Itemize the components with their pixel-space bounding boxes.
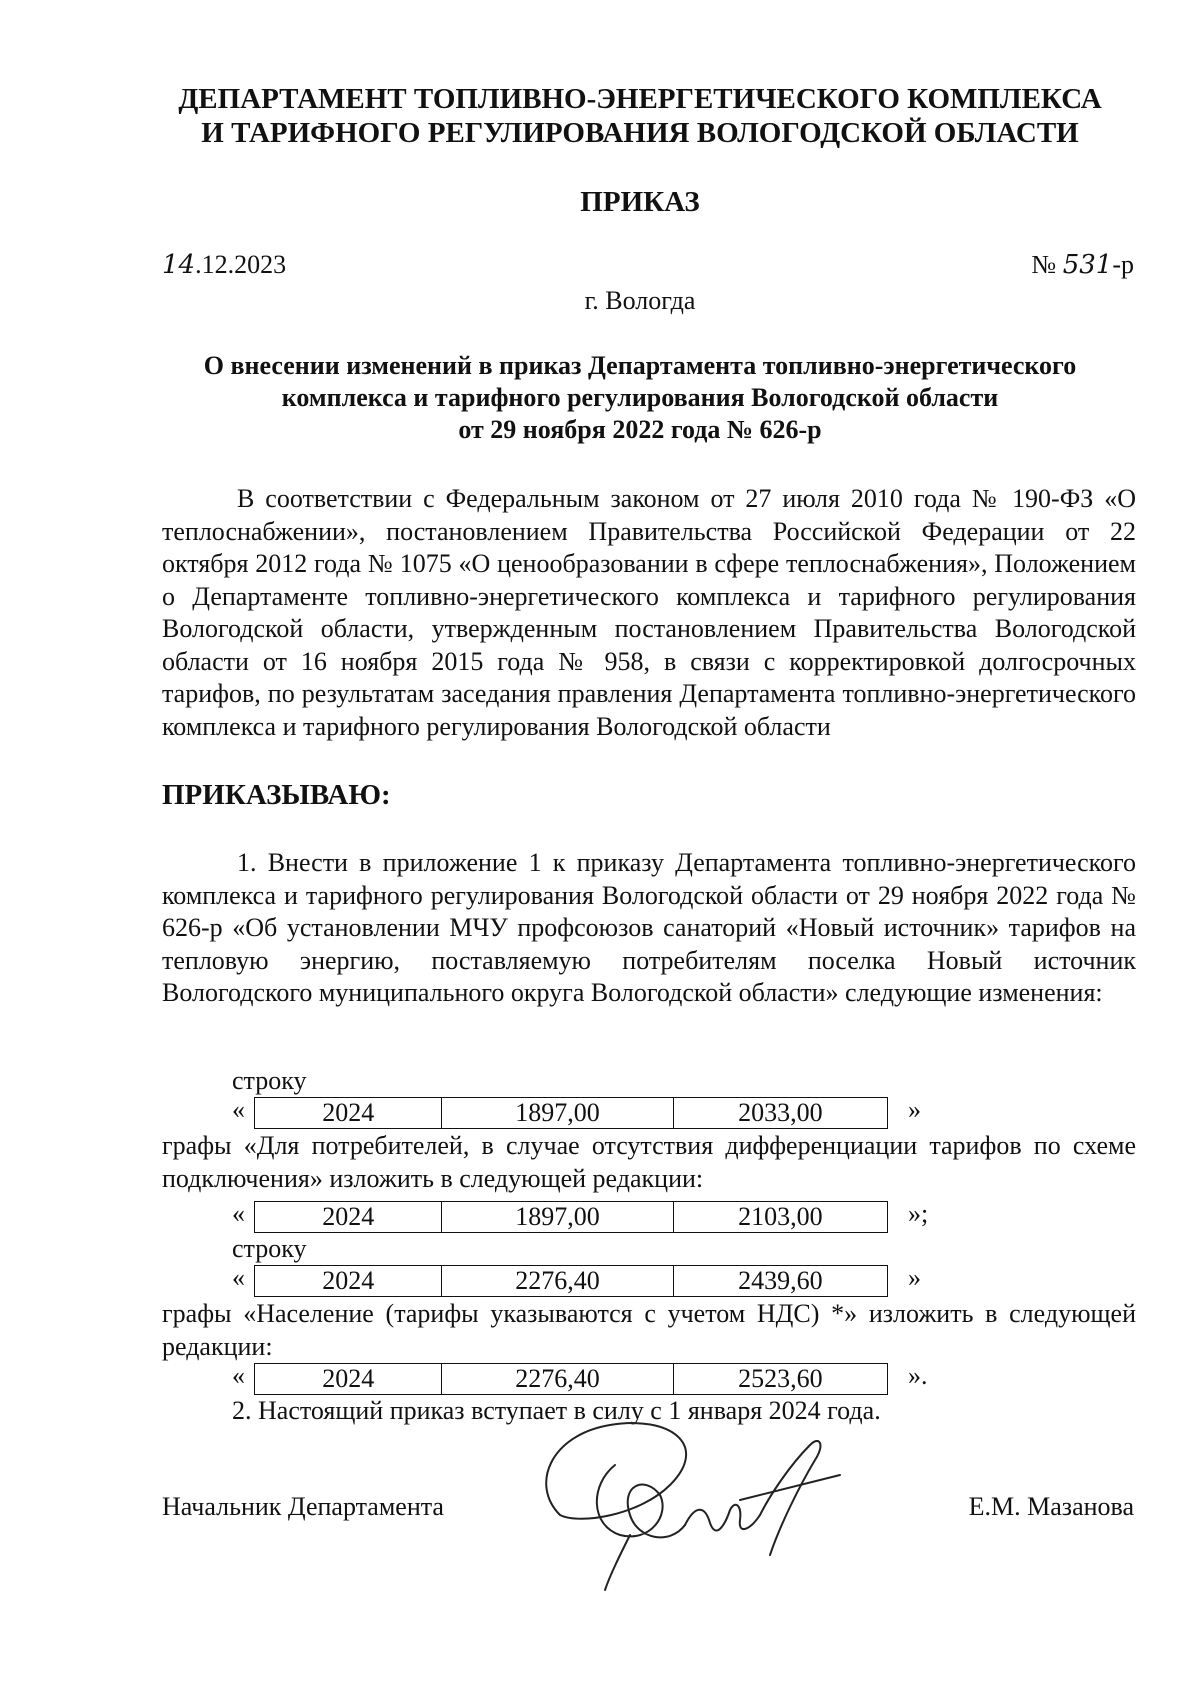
org-line-2: И ТАРИФНОГО РЕГУЛИРОВАНИЯ ВОЛОГОДСКОЙ ОБЛАСТИ <box>201 117 1079 149</box>
close-quote: »; <box>908 1199 929 1228</box>
open-quote: « <box>232 1199 245 1228</box>
item-1-paragraph: 1. Внести в приложение 1 к приказу Департамента топливно-энергетического комплекса и тарифного регулирования Вологодской области от 29 ноября 2022 года № 626-р «Об установлении МЧУ профсоюзов санаторий «Новый источник» тарифов на тепловую энергию, поставляемую потребителям поселка Новый источник Вологодского муниципального округа Вологодской области» следующие изменения: <box>162 848 1136 1007</box>
cell-value-2: 2033,00 <box>738 1098 823 1127</box>
table-row <box>254 1201 888 1233</box>
cell-value-1: 2276,40 <box>442 1364 673 1394</box>
graf-1-text: графы «Для потребителей, в случае отсутствия дифференциации тарифов по схеме подключения» изложить в следующей редакции: <box>162 1131 1136 1193</box>
cell-year: 2024 <box>255 1098 442 1128</box>
item-2-paragraph: 2. Настоящий приказ вступает в силу с 1 января 2024 года. <box>232 1396 881 1425</box>
signature-scribble <box>520 1405 860 1595</box>
table-row <box>254 1265 888 1297</box>
close-quote: ». <box>908 1361 928 1390</box>
signer-role: Начальник Департамента <box>162 1492 444 1521</box>
open-quote: « <box>232 1263 245 1292</box>
subject-line-3: от 29 ноября 2022 года № 626-р <box>458 415 822 444</box>
cell-value-1: 1897,00 <box>442 1202 673 1232</box>
open-quote: « <box>232 1361 245 1390</box>
number-prefix: № <box>1031 250 1063 279</box>
preamble-paragraph: В соответствии с Федеральным законом от 27 июля 2010 года № 190-ФЗ «О теплоснабжении», постановлением Правительства Российской Федерации от 22 октября 2012 года № 1075 «О ценообразовании в сфере теплоснабжения», Положением о Департаменте топливно-энергетического комплекса и тарифного регулирования Вологодской области, утвержденным постановлением Правительства Вологодской области от 16 ноября 2015 года № 958, в связи с корректировкой долгосрочных тарифов, по результатам заседания правления Департамента топливно-энергетического комплекса и тарифного регулирования Вологодской области <box>162 484 1136 741</box>
open-quote: « <box>232 1095 245 1124</box>
city: г. Вологда <box>584 286 696 315</box>
cell-value-2: 2103,00 <box>738 1202 823 1231</box>
row-word-2: строку <box>232 1234 307 1263</box>
document-date <box>162 250 286 280</box>
close-quote: » <box>908 1095 921 1124</box>
organization-name <box>160 82 1120 150</box>
cell-value-1: 1897,00 <box>442 1098 673 1128</box>
document-type: ПРИКАЗ <box>580 186 700 218</box>
cell-value-2: 2439,60 <box>738 1266 823 1295</box>
number-value: 531 <box>1062 250 1113 280</box>
cell-year: 2024 <box>255 1202 442 1232</box>
row-word-1: строку <box>232 1066 307 1095</box>
cell-value-1: 2276,40 <box>442 1266 673 1296</box>
cell-value-2: 2523,60 <box>738 1364 823 1393</box>
subject-line-1: О внесении изменений в приказ Департамента топливно-энергетического <box>203 351 1077 380</box>
cell-year: 2024 <box>255 1266 442 1296</box>
graf-2-text: графы «Население (тарифы указываются с учетом НДС) *» изложить в следующей редакции: <box>162 1299 1136 1361</box>
org-line-1: ДЕПАРТАМЕНТ ТОПЛИВНО-ЭНЕРГЕТИЧЕСКОГО КОМПЛЕКСА <box>178 83 1102 115</box>
decree-word: ПРИКАЗЫВАЮ: <box>162 779 391 811</box>
table-row <box>254 1363 888 1395</box>
date-day: 14 <box>162 250 196 280</box>
document-number <box>1031 250 1134 280</box>
document-subject <box>160 350 1120 446</box>
subject-line-2: комплекса и тарифного регулирования Вологодской области <box>281 383 999 412</box>
number-suffix: -р <box>1112 250 1134 279</box>
table-row <box>254 1097 888 1129</box>
close-quote: » <box>908 1263 921 1292</box>
cell-year: 2024 <box>255 1364 442 1394</box>
date-rest: .12.2023 <box>195 250 287 279</box>
signer-name: Е.М. Мазанова <box>968 1492 1134 1521</box>
